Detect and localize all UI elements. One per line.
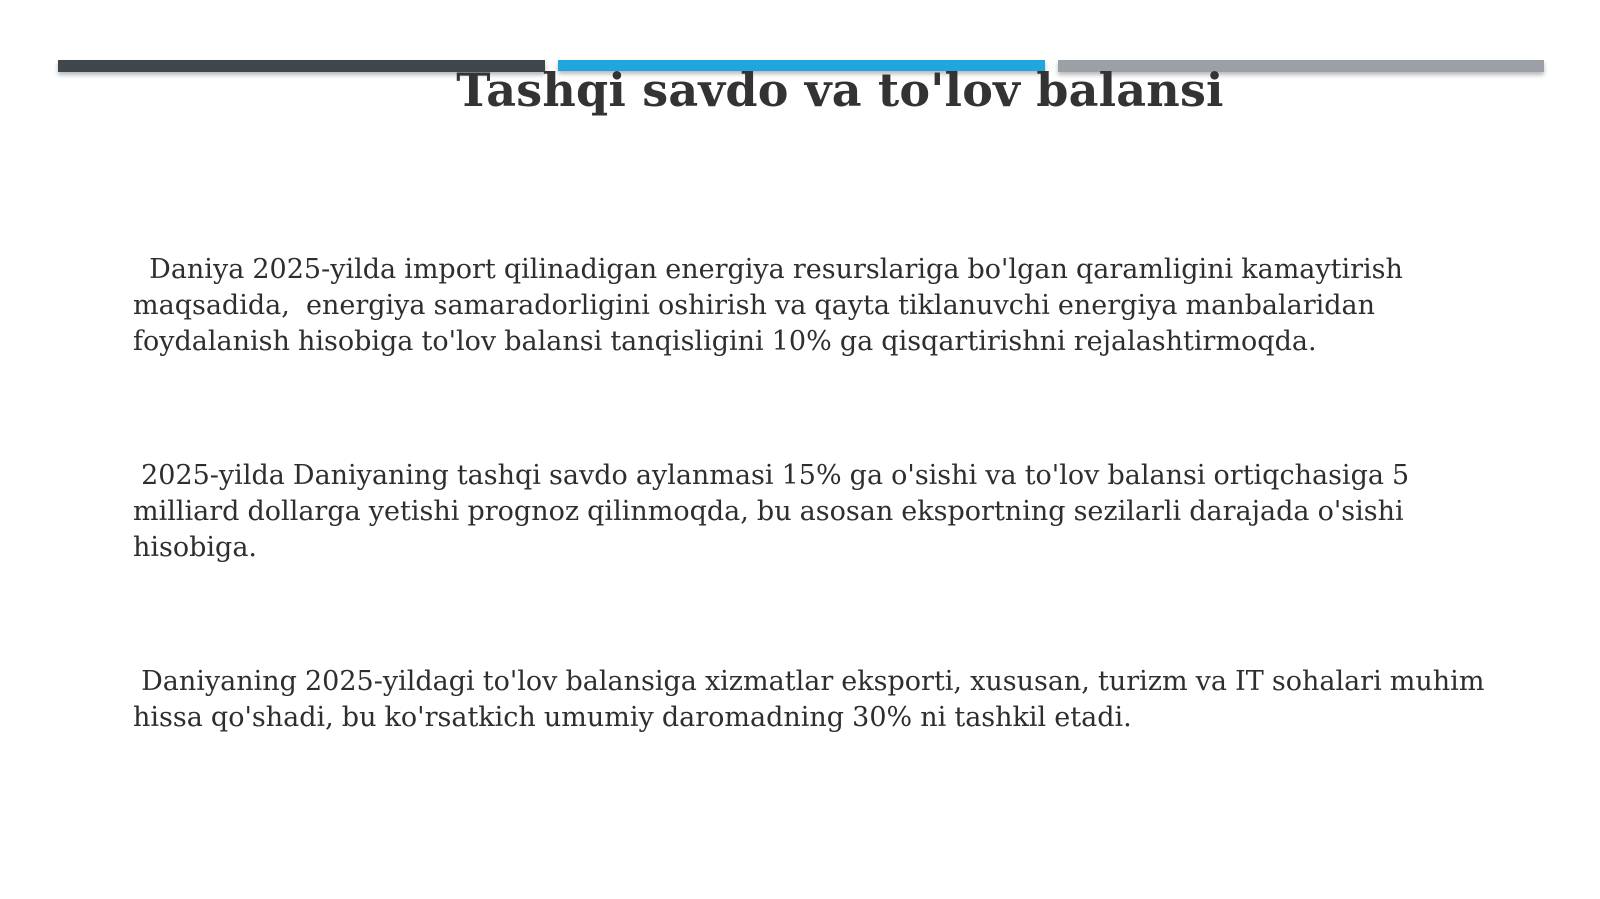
slide-title: Tashqi savdo va to'lov balansi (456, 63, 1224, 117)
paragraph-2: 2025-yilda Daniyaning tashqi savdo aylanmasi 15% ga o'sishi va to'lov balansi ortiqchasiga 5 milliard dollarga yetishi prognoz qilinmoqda, bu asosan eksportning sezilarli darajada o'sishi hisobiga. (133, 460, 1418, 563)
paragraph-3: Daniyaning 2025-yildagi to'lov balansiga xizmatlar eksporti, xususan, turizm va IT sohalari muhim hissa qo'shadi, bu ko'rsatkich umumiy daromadning 30% ni tashkil etadi. (133, 666, 1493, 733)
paragraph-1: Daniya 2025-yilda import qilinadigan energiya resurslariga bo'lgan qaramligini kamaytirish maqsadida, energiya samaradorligini oshirish va qayta tiklanuvchi energiya manbalaridan foydalanish hisobiga to'lov balansi tanqisligini 10% ga qisqartirishni rejalashtirmoqda. (133, 254, 1412, 357)
